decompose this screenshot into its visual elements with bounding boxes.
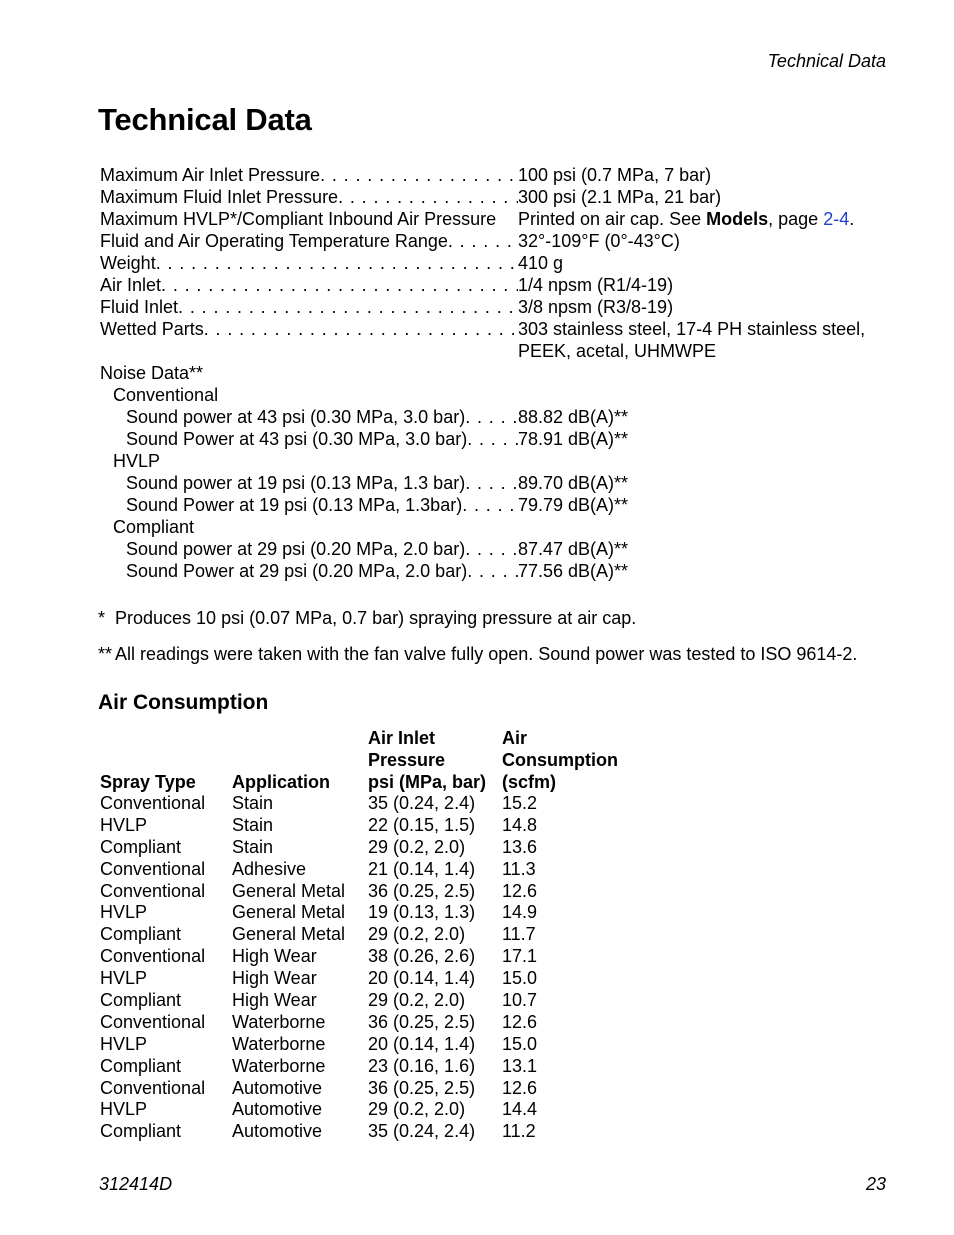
cell-spray-type: Conventional bbox=[100, 1011, 206, 1032]
cell-air-inlet-pressure: 23 (0.16, 1.6) bbox=[368, 1055, 476, 1076]
cell-spray-type: Compliant bbox=[100, 1121, 182, 1142]
spec-value bbox=[518, 208, 854, 230]
cell-spray-type: Conventional bbox=[100, 793, 206, 813]
cell-application: Stain bbox=[232, 836, 274, 857]
spec-value: 410 g bbox=[518, 253, 564, 273]
footnote-mark: * bbox=[98, 608, 106, 628]
cell-air-inlet-pressure: 29 (0.2, 2.0) bbox=[368, 924, 466, 945]
spec-value: PEEK, acetal, UHMWPE bbox=[518, 341, 717, 361]
cell-spray-type: Conventional bbox=[100, 858, 206, 879]
spec-row bbox=[100, 318, 890, 340]
spec-label: Fluid and Air Operating Temperature Range bbox=[100, 231, 448, 251]
spec-row bbox=[100, 252, 890, 274]
noise-value: 78.91 dB(A)** bbox=[518, 429, 629, 449]
cell-spray-type: HVLP bbox=[100, 1033, 148, 1054]
page-title: Technical Data bbox=[98, 102, 312, 137]
cell-spray-type: Compliant bbox=[100, 836, 182, 857]
footnote-single-asterisk bbox=[98, 608, 636, 629]
cell-air-consumption: 13.1 bbox=[502, 1055, 538, 1076]
cell-application: High Wear bbox=[232, 968, 317, 989]
column-header-line: Air bbox=[502, 728, 528, 748]
noise-value: 88.82 dB(A)** bbox=[518, 407, 629, 427]
spec-value: 1/4 npsm (R1/4-19) bbox=[518, 275, 674, 295]
cell-application: Waterborne bbox=[232, 1011, 326, 1032]
dot-leader bbox=[467, 560, 518, 582]
spec-value-text: Printed on air cap. See bbox=[518, 209, 707, 229]
spec-label: Air Inlet bbox=[100, 275, 162, 295]
footnote-double-asterisk bbox=[98, 644, 857, 665]
cell-application: Stain bbox=[232, 814, 274, 835]
spec-value: 100 psi (0.7 MPa, 7 bar) bbox=[518, 165, 712, 185]
spec-label: Maximum Air Inlet Pressure bbox=[100, 165, 321, 185]
noise-value: 87.47 dB(A)** bbox=[518, 539, 629, 559]
cell-air-consumption: 17.1 bbox=[502, 946, 538, 967]
spec-row-continuation bbox=[100, 340, 890, 362]
cell-air-inlet-pressure: 36 (0.25, 2.5) bbox=[368, 1011, 476, 1032]
cell-air-inlet-pressure: 22 (0.15, 1.5) bbox=[368, 814, 476, 835]
spec-label: Fluid Inlet bbox=[100, 297, 179, 317]
cell-application: High Wear bbox=[232, 990, 317, 1011]
noise-row bbox=[100, 494, 890, 516]
spec-row bbox=[100, 230, 890, 252]
spec-label: Wetted Parts bbox=[100, 319, 204, 339]
page-link-4[interactable]: 4 bbox=[839, 209, 850, 229]
cell-air-consumption: 14.9 bbox=[502, 902, 538, 923]
spec-row bbox=[100, 164, 890, 186]
cell-air-inlet-pressure: 20 (0.14, 1.4) bbox=[368, 968, 476, 989]
footnote-mark: ** bbox=[98, 644, 113, 664]
cell-air-consumption: 14.8 bbox=[502, 814, 538, 835]
running-header: Technical Data bbox=[767, 51, 886, 71]
column-header-line: Air Inlet bbox=[368, 728, 436, 748]
cell-application: Stain bbox=[232, 793, 274, 813]
column-header-air-inlet-pressure bbox=[368, 727, 502, 793]
spec-label: Maximum Fluid Inlet Pressure bbox=[100, 187, 339, 207]
cell-spray-type: Conventional bbox=[100, 1077, 206, 1098]
section-heading-air-consumption: Air Consumption bbox=[98, 691, 269, 714]
cell-air-inlet-pressure: 36 (0.25, 2.5) bbox=[368, 880, 476, 901]
spec-value-text: , page bbox=[768, 209, 824, 229]
table-row bbox=[100, 1034, 632, 1056]
cell-air-consumption: 11.7 bbox=[502, 924, 536, 945]
dot-leader bbox=[465, 406, 518, 428]
table-row bbox=[100, 1099, 632, 1121]
cell-application: General Metal bbox=[232, 924, 346, 945]
spec-row bbox=[100, 274, 890, 296]
cell-spray-type: Conventional bbox=[100, 946, 206, 967]
cell-application: High Wear bbox=[232, 946, 317, 967]
noise-row bbox=[100, 406, 890, 428]
cell-spray-type: HVLP bbox=[100, 968, 148, 989]
table-body bbox=[100, 793, 632, 1143]
cell-spray-type: Conventional bbox=[100, 880, 206, 901]
dot-leader bbox=[462, 494, 518, 516]
table-row bbox=[100, 837, 632, 859]
air-consumption-table bbox=[100, 727, 632, 1143]
column-header-application: Application bbox=[232, 772, 330, 792]
noise-group-label: HVLP bbox=[113, 451, 161, 471]
cell-air-consumption: 12.6 bbox=[502, 880, 538, 901]
dot-leader bbox=[204, 318, 518, 340]
cell-application: Automotive bbox=[232, 1077, 323, 1098]
noise-group-label: Compliant bbox=[113, 517, 195, 537]
cell-application: General Metal bbox=[232, 880, 346, 901]
dot-leader bbox=[338, 186, 518, 208]
cell-air-consumption: 12.6 bbox=[502, 1011, 538, 1032]
dot-leader bbox=[467, 428, 518, 450]
dot-leader bbox=[178, 296, 518, 318]
table-row bbox=[100, 1121, 632, 1143]
table-row bbox=[100, 968, 632, 990]
noise-label: Sound power at 29 psi (0.20 MPa, 2.0 bar) bbox=[126, 539, 466, 559]
document-number: 312414D bbox=[99, 1174, 173, 1194]
noise-label: Sound Power at 29 psi (0.20 MPa, 2.0 bar) bbox=[126, 561, 468, 581]
cell-spray-type: HVLP bbox=[100, 814, 148, 835]
noise-row bbox=[100, 538, 890, 560]
table-row bbox=[100, 1056, 632, 1078]
dot-leader bbox=[465, 472, 518, 494]
cell-air-consumption: 12.6 bbox=[502, 1077, 538, 1098]
page-link-separator: - bbox=[833, 209, 840, 229]
cell-application: Automotive bbox=[232, 1099, 323, 1120]
cell-air-consumption: 13.6 bbox=[502, 836, 538, 857]
column-header-air-consumption bbox=[502, 727, 632, 793]
cell-air-inlet-pressure: 29 (0.2, 2.0) bbox=[368, 990, 466, 1011]
cell-air-inlet-pressure: 35 (0.24, 2.4) bbox=[368, 793, 476, 813]
noise-label: Sound Power at 43 psi (0.30 MPa, 3.0 bar) bbox=[126, 429, 468, 449]
noise-value: 89.70 dB(A)** bbox=[518, 473, 629, 493]
table-row bbox=[100, 946, 632, 968]
dot-leader bbox=[161, 274, 518, 296]
noise-label: Sound power at 19 psi (0.13 MPa, 1.3 bar) bbox=[126, 473, 466, 493]
cell-application: Adhesive bbox=[232, 858, 307, 879]
noise-label: Sound Power at 19 psi (0.13 MPa, 1.3bar) bbox=[126, 495, 463, 515]
noise-row bbox=[100, 428, 890, 450]
cell-air-inlet-pressure: 20 (0.14, 1.4) bbox=[368, 1033, 476, 1054]
spec-value: 300 psi (2.1 MPa, 21 bar) bbox=[518, 187, 722, 207]
table-row bbox=[100, 924, 632, 946]
column-header-line: Consumption bbox=[502, 750, 618, 770]
table-row bbox=[100, 793, 632, 815]
table-header-row bbox=[100, 727, 632, 793]
cell-spray-type: Compliant bbox=[100, 1055, 182, 1076]
noise-row bbox=[100, 472, 890, 494]
column-header-spray-type: Spray Type bbox=[100, 772, 196, 792]
cell-application: Waterborne bbox=[232, 1033, 326, 1054]
cell-air-inlet-pressure: 36 (0.25, 2.5) bbox=[368, 1077, 476, 1098]
cell-air-consumption: 11.3 bbox=[502, 858, 536, 879]
noise-label: Sound power at 43 psi (0.30 MPa, 3.0 bar) bbox=[126, 407, 466, 427]
cell-air-inlet-pressure: 29 (0.2, 2.0) bbox=[368, 1099, 466, 1120]
spec-value: 3/8 npsm (R3/8-19) bbox=[518, 297, 674, 317]
noise-group-label: Conventional bbox=[113, 385, 219, 405]
cell-spray-type: HVLP bbox=[100, 902, 148, 923]
table-row bbox=[100, 1078, 632, 1100]
dot-leader bbox=[320, 164, 518, 186]
table-row bbox=[100, 902, 632, 924]
dot-leader bbox=[156, 252, 518, 274]
spec-label: Weight bbox=[100, 253, 156, 273]
spec-value: 303 stainless steel, 17-4 PH stainless steel, bbox=[518, 319, 866, 339]
noise-value: 79.79 dB(A)** bbox=[518, 495, 629, 515]
table-row bbox=[100, 990, 632, 1012]
cell-air-inlet-pressure: 38 (0.26, 2.6) bbox=[368, 946, 476, 967]
dot-leader bbox=[465, 538, 518, 560]
noise-value: 77.56 dB(A)** bbox=[518, 561, 629, 581]
cell-spray-type: Compliant bbox=[100, 924, 182, 945]
cell-spray-type: Compliant bbox=[100, 990, 182, 1011]
column-header-line: (scfm) bbox=[502, 772, 557, 792]
cell-air-consumption: 10.7 bbox=[502, 990, 538, 1011]
spec-value-text: . bbox=[849, 209, 855, 229]
cell-air-inlet-pressure: 29 (0.2, 2.0) bbox=[368, 836, 466, 857]
cell-application: Automotive bbox=[232, 1121, 323, 1142]
column-header-line: Pressure bbox=[368, 750, 446, 770]
noise-data-heading: Noise Data** bbox=[100, 363, 204, 383]
cell-air-consumption: 15.0 bbox=[502, 1033, 538, 1054]
page-link-2[interactable]: 2 bbox=[823, 209, 834, 229]
spec-list bbox=[100, 164, 890, 582]
spec-label: Maximum HVLP*/Compliant Inbound Air Pressure bbox=[100, 209, 497, 229]
cell-air-inlet-pressure: 19 (0.13, 1.3) bbox=[368, 902, 476, 923]
cell-air-consumption: 14.4 bbox=[502, 1099, 538, 1120]
cell-air-inlet-pressure: 21 (0.14, 1.4) bbox=[368, 858, 476, 879]
cell-air-consumption: 11.2 bbox=[502, 1121, 536, 1142]
dot-leader bbox=[448, 230, 518, 252]
models-reference: Models bbox=[706, 209, 769, 229]
spec-value: 32°-109°F (0°-43°C) bbox=[518, 231, 680, 251]
cell-application: Waterborne bbox=[232, 1055, 326, 1076]
footnote-text: Produces 10 psi (0.07 MPa, 0.7 bar) spraying pressure at air cap. bbox=[115, 608, 637, 628]
cell-air-consumption: 15.2 bbox=[502, 793, 538, 813]
column-header-line: psi (MPa, bar) bbox=[368, 772, 487, 792]
cell-air-consumption: 15.0 bbox=[502, 968, 538, 989]
spec-row bbox=[100, 208, 890, 230]
cell-air-inlet-pressure: 35 (0.24, 2.4) bbox=[368, 1121, 476, 1142]
cell-application: General Metal bbox=[232, 902, 346, 923]
table-row bbox=[100, 1012, 632, 1034]
page-number: 23 bbox=[865, 1174, 886, 1194]
spec-row bbox=[100, 296, 890, 318]
cell-spray-type: HVLP bbox=[100, 1099, 148, 1120]
spec-row bbox=[100, 186, 890, 208]
footnote-text: All readings were taken with the fan valve fully open. Sound power was tested to ISO 9614-2. bbox=[115, 644, 858, 664]
table-row bbox=[100, 815, 632, 837]
noise-row bbox=[100, 560, 890, 582]
table-row bbox=[100, 881, 632, 903]
table-row bbox=[100, 859, 632, 881]
